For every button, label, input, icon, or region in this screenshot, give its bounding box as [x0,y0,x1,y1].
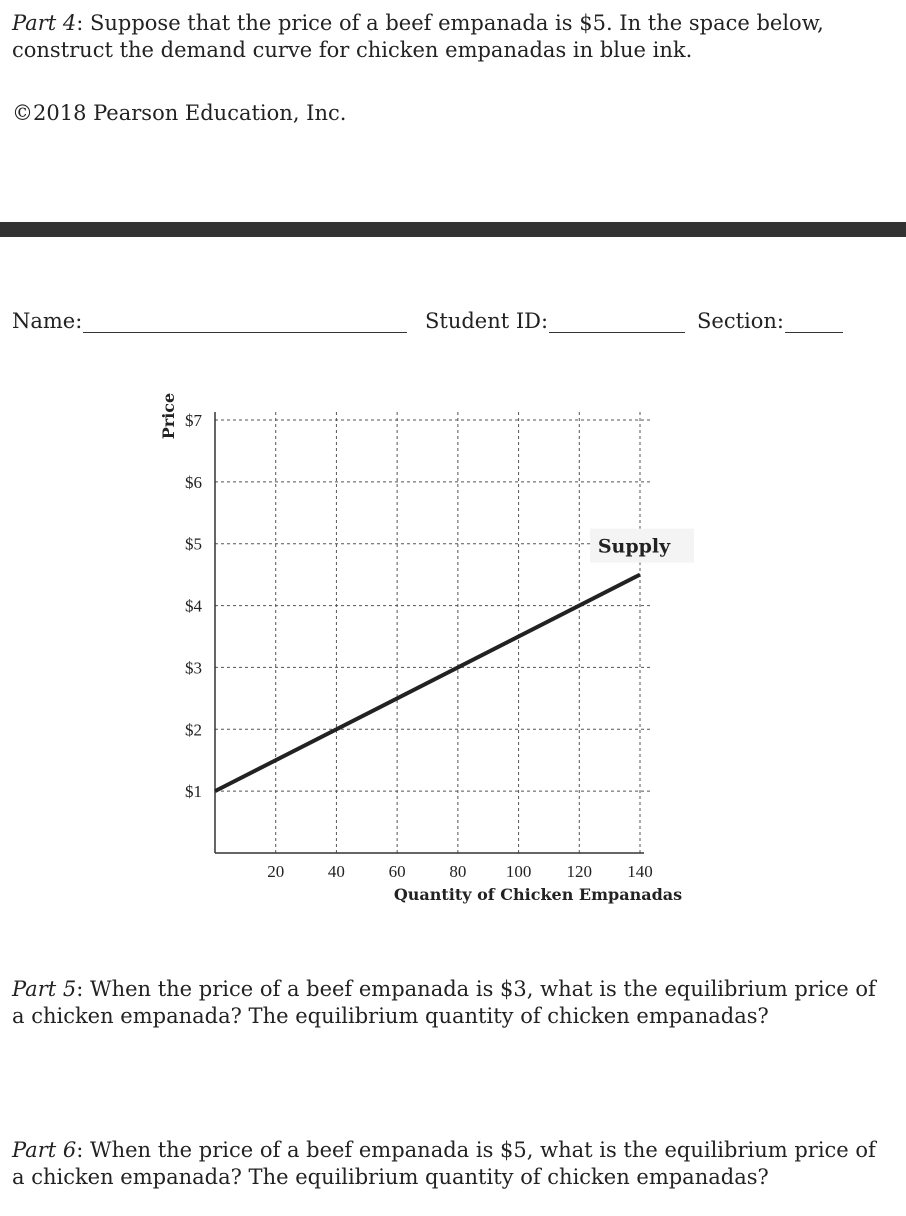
y-tick-label: $1 [185,782,202,802]
chart-series [215,529,694,792]
supply-curve [215,575,640,792]
y-tick-label: $2 [185,720,202,740]
part4-question [12,10,882,64]
x-tick-labels [267,862,653,881]
y-tick-label: $6 [185,472,202,492]
x-axis-label: Quantity of Chicken Empanadas [393,885,683,904]
part4-text: : Suppose that the price of a beef empanada is $5. In the space below, construct the demand curve for chicken empanadas in blue ink. [12,11,824,62]
x-tick-label: 60 [388,862,406,881]
supply-curve-label: Supply [597,535,671,558]
name-label: Name: [12,309,83,333]
y-tick-label: $4 [185,596,202,616]
student-id-blank[interactable] [549,312,685,333]
y-tick-label: $7 [185,411,202,430]
y-tick-label: $3 [185,658,202,678]
chart-grid [215,412,652,853]
part4-label: Part 4 [12,11,77,35]
student-id-label: Student ID: [425,309,549,333]
page-divider [0,222,906,237]
section-field[interactable] [697,309,843,333]
part6-question [12,1137,882,1191]
name-field[interactable] [12,309,407,333]
x-tick-label: 20 [267,862,285,881]
part6-label: Part 6 [12,1138,77,1162]
section-blank[interactable] [785,312,843,333]
part5-label: Part 5 [12,977,77,1001]
section-label: Section: [697,309,784,333]
y-axis-label: Price [159,392,178,440]
part5-text: : When the price of a beef empanada is $3, what is the equilibrium price of a chicken empanada? The equilibrium quantity of chicken empanadas? [12,977,876,1028]
x-tick-label: 80 [449,862,467,881]
supply-chart [0,390,906,920]
student-id-field[interactable] [425,309,685,333]
part6-text: : When the price of a beef empanada is $5, what is the equilibrium price of a chicken empanada? The equilibrium quantity of chicken empanadas? [12,1138,876,1189]
name-blank[interactable] [83,312,407,333]
y-tick-label: $5 [185,534,202,554]
x-tick-label: 40 [327,862,345,881]
x-tick-label: 120 [566,862,593,881]
copyright-notice: ©2018 Pearson Education, Inc. [12,101,347,125]
part5-question [12,976,882,1030]
x-tick-label: 140 [627,862,653,881]
x-tick-label: 100 [505,862,532,881]
y-tick-labels [185,411,203,801]
